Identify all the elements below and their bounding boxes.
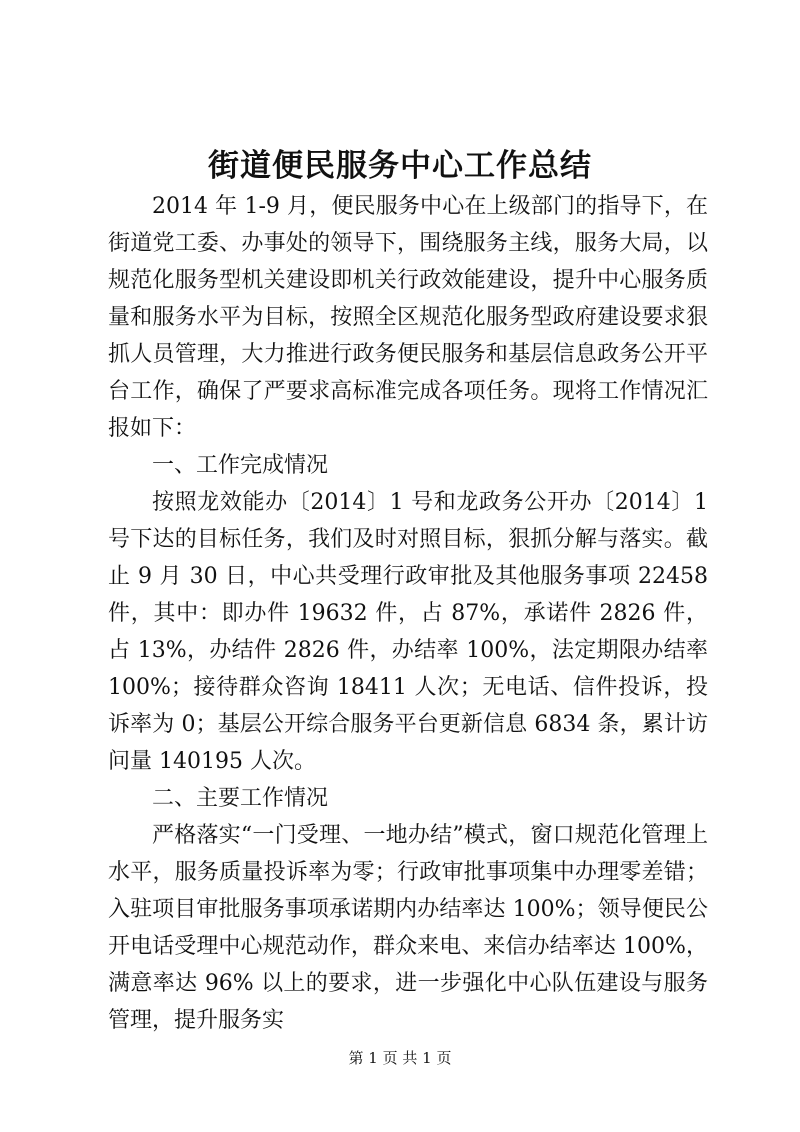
section-heading-1: 一、工作完成情况 [152, 453, 329, 478]
section-heading-2: 二、主要工作情况 [152, 786, 329, 811]
section-1-paragraph: 按照龙效能办〔2014〕1 号和龙政务公开办〔2014〕1 号下达的目标任务，我们及时对照目标，狠抓分解与落实。截止 9 月 30 日，中心共受理行政审批及其他服务事项 22458 件，其中：即办件 19632 件，占 87%，承诺件 2826 件，占 13%，办结件 2826 件，办结率 100%，法定期限办结率 100%；接待群众咨询 18411 人次；无电话、信件投诉，投诉率为 0；基层公开综合服务平台更新信息 6834 条，累计访问量 140195 人次。 [108, 490, 708, 774]
page-footer: 第 1 页 共 1 页 [348, 1049, 452, 1067]
section-2-paragraph: 严格落实“一门受理、一地办结”模式，窗口规范化管理上水平，服务质量投诉率为零；行政审批事项集中办理零差错；入驻项目审批服务事项承诺期内办结率达 100%；领导便民公开电话受理中心规范动作，群众来电、来信办结率达 100%，满意率达 96% 以上的要求，进一步强化中心队伍建设与服务管理，提升服务实 [108, 823, 708, 1033]
intro-paragraph: 2014 年 1-9 月，便民服务中心在上级部门的指导下，在街道党工委、办事处的领导下，围绕服务主线，服务大局，以规范化服务型机关建设即机关行政效能建设，提升中心服务质量和服务水平为目标，按照全区规范化服务型政府建设要求狠抓人员管理，大力推进行政务便民服务和基层信息政务公开平台工作，确保了严要求高标准完成各项任务。现将工作情况汇报如下： [108, 194, 708, 441]
document-body [108, 188, 708, 1039]
document-title: 街道便民服务中心工作总结 [208, 148, 592, 184]
